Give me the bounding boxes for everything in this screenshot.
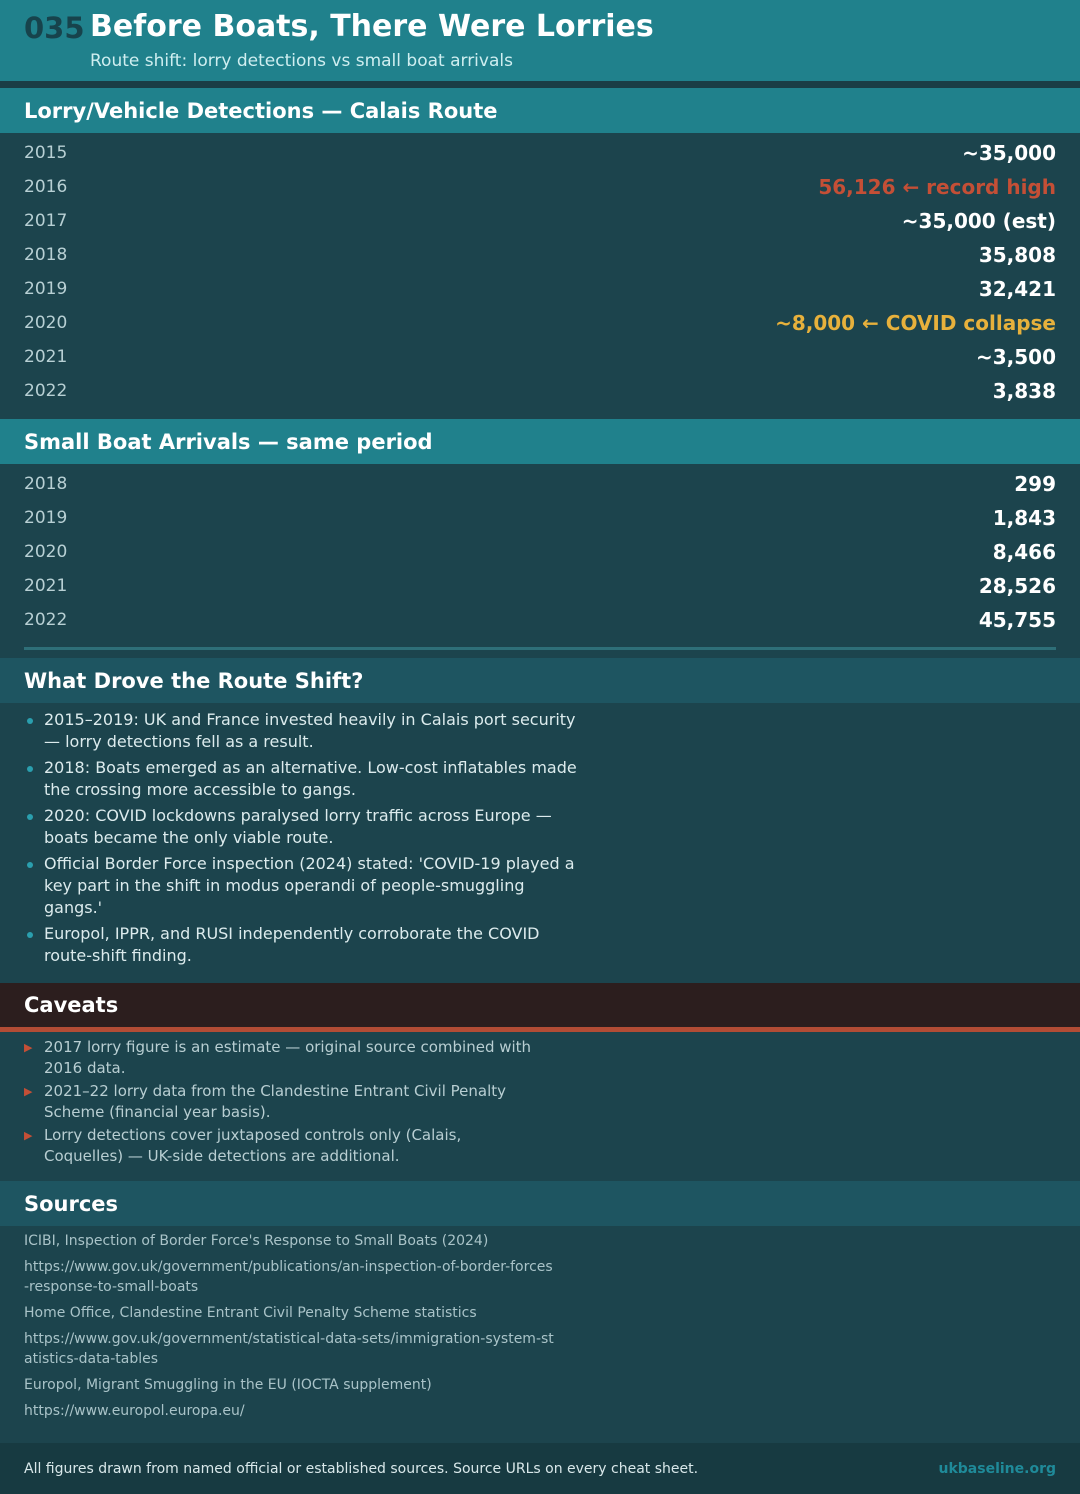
caveats-section-heading: Caveats <box>0 983 1080 1032</box>
triangle-right-icon: ▶ <box>24 1085 33 1098</box>
row-value: 56,126 ← record high <box>818 175 1056 199</box>
drivers-section-heading: What Drove the Route Shift? <box>0 658 1080 703</box>
bullet-dot-icon <box>27 766 33 772</box>
table-row <box>0 374 1080 408</box>
list-item <box>0 757 584 801</box>
small-boat-arrivals-table <box>0 464 1080 637</box>
table-row <box>0 535 1080 569</box>
table-row <box>0 204 1080 238</box>
list-item-text: Lorry detections cover juxtaposed controls only (Calais, Coquelles) — UK-side detections are additional. <box>44 1126 462 1165</box>
row-value: 3,838 <box>992 379 1056 403</box>
page-header <box>0 0 1080 81</box>
bullet-dot-icon <box>27 718 33 724</box>
row-value: 1,843 <box>992 506 1056 530</box>
list-item-text: 2021–22 lorry data from the Clandestine Entrant Civil Penalty Scheme (financial year basis). <box>44 1082 507 1121</box>
triangle-right-icon: ▶ <box>24 1041 33 1054</box>
bullet-dot-icon <box>27 932 33 938</box>
row-year: 2019 <box>24 279 68 299</box>
table-row <box>0 569 1080 603</box>
row-value: ~35,000 <box>962 141 1056 165</box>
list-item <box>0 709 584 753</box>
list-item <box>0 923 584 967</box>
caveats-list <box>0 1032 1080 1181</box>
lorry-section-heading: Lorry/Vehicle Detections — Calais Route <box>0 88 1080 133</box>
header-gap <box>0 81 1080 88</box>
source-name: Home Office, Clandestine Entrant Civil Penalty Scheme statistics <box>24 1305 477 1321</box>
list-item-text: Europol, IPPR, and RUSI independently corroborate the COVID route-shift finding. <box>44 924 540 965</box>
sources-list <box>0 1226 1080 1457</box>
page-title: Before Boats, There Were Lorries <box>90 9 654 44</box>
row-value: 299 <box>1014 472 1056 496</box>
row-value: 8,466 <box>992 540 1056 564</box>
list-item <box>0 1125 544 1167</box>
lorry-detections-table <box>0 133 1080 419</box>
sources-section-heading: Sources <box>0 1181 1080 1226</box>
boats-section-heading: Small Boat Arrivals — same period <box>0 419 1080 464</box>
table-row <box>0 501 1080 535</box>
bullet-dot-icon <box>27 814 33 820</box>
row-year: 2021 <box>24 576 68 596</box>
table-row <box>0 306 1080 340</box>
row-year: 2020 <box>24 542 68 562</box>
source-name: Europol, Migrant Smuggling in the EU (IOCTA supplement) <box>24 1377 432 1393</box>
list-item-text: 2018: Boats emerged as an alternative. Low-cost inflatables made the crossing more accessible to gangs. <box>44 758 577 799</box>
row-value: 45,755 <box>978 608 1056 632</box>
list-item-text: Official Border Force inspection (2024) stated: 'COVID-19 played a key part in the shift in modus operandi of people-smuggling gangs.' <box>44 854 575 917</box>
row-year: 2018 <box>24 474 68 494</box>
row-year: 2018 <box>24 245 68 265</box>
table-row <box>0 136 1080 170</box>
table-row <box>0 272 1080 306</box>
table-row <box>0 467 1080 501</box>
row-value: 32,421 <box>978 277 1056 301</box>
sheet-number: 035 <box>24 11 85 45</box>
source-name: ICIBI, Inspection of Border Force's Response to Small Boats (2024) <box>24 1233 489 1249</box>
row-value: ~35,000 (est) <box>901 209 1056 233</box>
list-item <box>0 1081 544 1123</box>
row-value: ~8,000 ← COVID collapse <box>775 311 1056 335</box>
source-link[interactable]: https://www.europol.europa.eu/ <box>24 1403 245 1419</box>
table-row <box>0 238 1080 272</box>
drivers-list <box>0 703 1080 983</box>
triangle-right-icon: ▶ <box>24 1129 33 1142</box>
table-row <box>0 340 1080 374</box>
page-footer <box>0 1443 1080 1494</box>
row-value: 28,526 <box>978 574 1056 598</box>
table-row <box>0 603 1080 637</box>
footer-note: All figures drawn from named official or established sources. Source URLs on every cheat sheet. <box>24 1460 699 1477</box>
row-year: 2021 <box>24 347 68 367</box>
row-year: 2022 <box>24 610 68 630</box>
list-item-text: 2017 lorry figure is an estimate — original source combined with 2016 data. <box>44 1038 532 1077</box>
section-divider <box>24 647 1056 650</box>
row-year: 2016 <box>24 177 68 197</box>
source-link[interactable]: https://www.gov.uk/government/statistical-data-sets/immigration-system-statistics-data-tables <box>24 1331 554 1367</box>
list-item <box>0 1037 544 1079</box>
footer-site-link[interactable]: ukbaseline.org <box>938 1460 1056 1477</box>
row-year: 2020 <box>24 313 68 333</box>
page-subtitle: Route shift: lorry detections vs small boat arrivals <box>90 51 513 71</box>
row-value: ~3,500 <box>975 345 1056 369</box>
list-item-text: 2020: COVID lockdowns paralysed lorry traffic across Europe — boats became the only viable route. <box>44 806 552 847</box>
row-year: 2017 <box>24 211 68 231</box>
source-link[interactable]: https://www.gov.uk/government/publications/an-inspection-of-border-forces-response-to-small-boats <box>24 1259 553 1295</box>
list-item <box>0 853 584 919</box>
bullet-dot-icon <box>27 862 33 868</box>
list-item <box>0 805 584 849</box>
table-row <box>0 170 1080 204</box>
row-year: 2015 <box>24 143 68 163</box>
list-item-text: 2015–2019: UK and France invested heavily in Calais port security — lorry detections fell as a result. <box>44 710 576 751</box>
row-value: 35,808 <box>978 243 1056 267</box>
row-year: 2019 <box>24 508 68 528</box>
row-year: 2022 <box>24 381 68 401</box>
